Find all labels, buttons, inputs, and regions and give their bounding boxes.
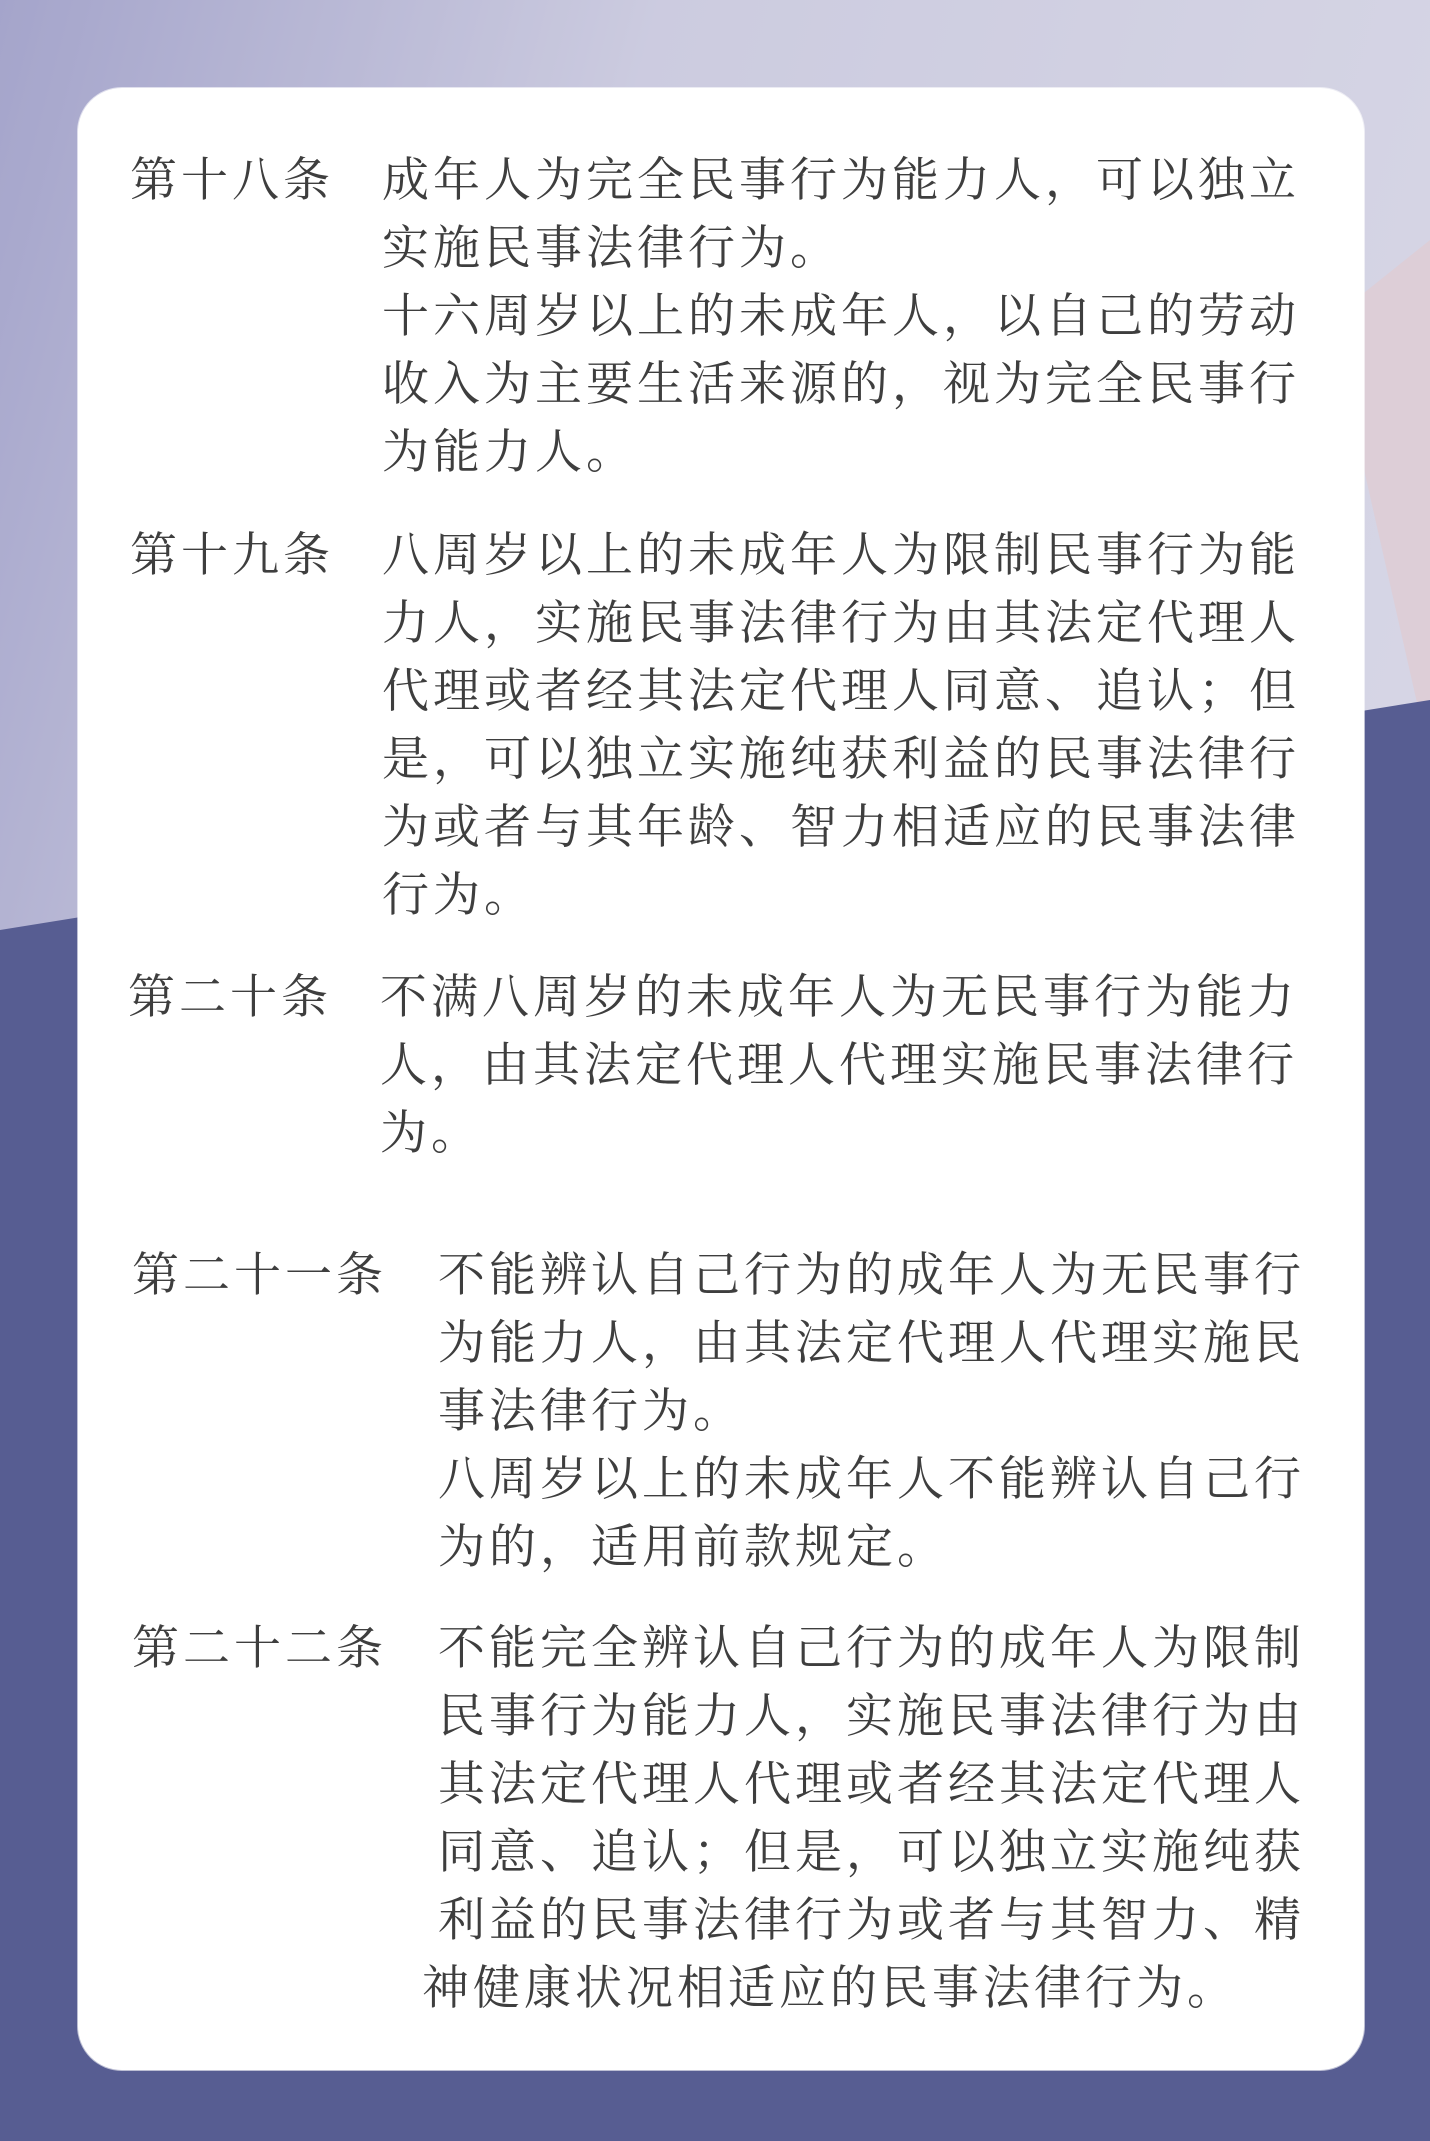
text-line: 为能力人，由其法定代理人代理实施民 [438,1316,1305,1371]
text-line: 同意、追认；但是，可以独立实施纯获 [438,1825,1305,1880]
text-line: 人，由其法定代理人代理实施民事法律行 [380,1038,1298,1093]
text-line: 为或者与其年龄、智力相适应的民事法律 [382,800,1300,855]
article-title: 第二十一条 [132,1248,387,1303]
text-line: 力人，实施民事法律行为由其法定代理人 [382,596,1300,651]
text-line: 神健康状况相适应的民事法律行为。 [422,1961,1238,2016]
text-line: 八周岁以上的未成年人不能辨认自己行 [438,1452,1305,1507]
text-line: 为。 [380,1106,482,1161]
text-line: 是，可以独立实施纯获利益的民事法律行 [382,732,1300,787]
article-title: 第二十二条 [132,1621,387,1676]
article-text [382,522,1300,930]
text-line: 行为。 [382,868,535,923]
article-title: 第十八条 [130,153,334,208]
article-title: 第十九条 [130,528,334,583]
article-text [422,1615,1305,2023]
text-line: 代理或者经其法定代理人同意、追认；但 [382,664,1300,719]
text-line: 收入为主要生活来源的，视为完全民事行 [382,357,1300,412]
text-line: 不能完全辨认自己行为的成年人为限制 [438,1621,1305,1676]
text-line: 利益的民事法律行为或者与其智力、精 [438,1893,1305,1948]
text-line: 民事行为能力人，实施民事法律行为由 [438,1689,1305,1744]
text-line: 事法律行为。 [438,1384,744,1439]
text-line: 实施民事法律行为。 [382,221,841,276]
text-line: 为的，适用前款规定。 [438,1520,948,1575]
text-line: 十六周岁以上的未成年人，以自己的劳动 [382,289,1300,344]
article-text [380,964,1298,1168]
text-line: 成年人为完全民事行为能力人，可以独立 [382,153,1300,208]
article-text [382,147,1300,487]
text-line: 不能辨认自己行为的成年人为无民事行 [438,1248,1305,1303]
text-line: 八周岁以上的未成年人为限制民事行为能 [382,528,1300,583]
article-title: 第二十条 [128,970,332,1025]
text-line: 不满八周岁的未成年人为无民事行为能力 [380,970,1298,1025]
article-text [438,1242,1305,1582]
text-line: 为能力人。 [382,425,637,480]
article-card [78,88,1364,2070]
text-line: 其法定代理人代理或者经其法定代理人 [438,1757,1305,1812]
